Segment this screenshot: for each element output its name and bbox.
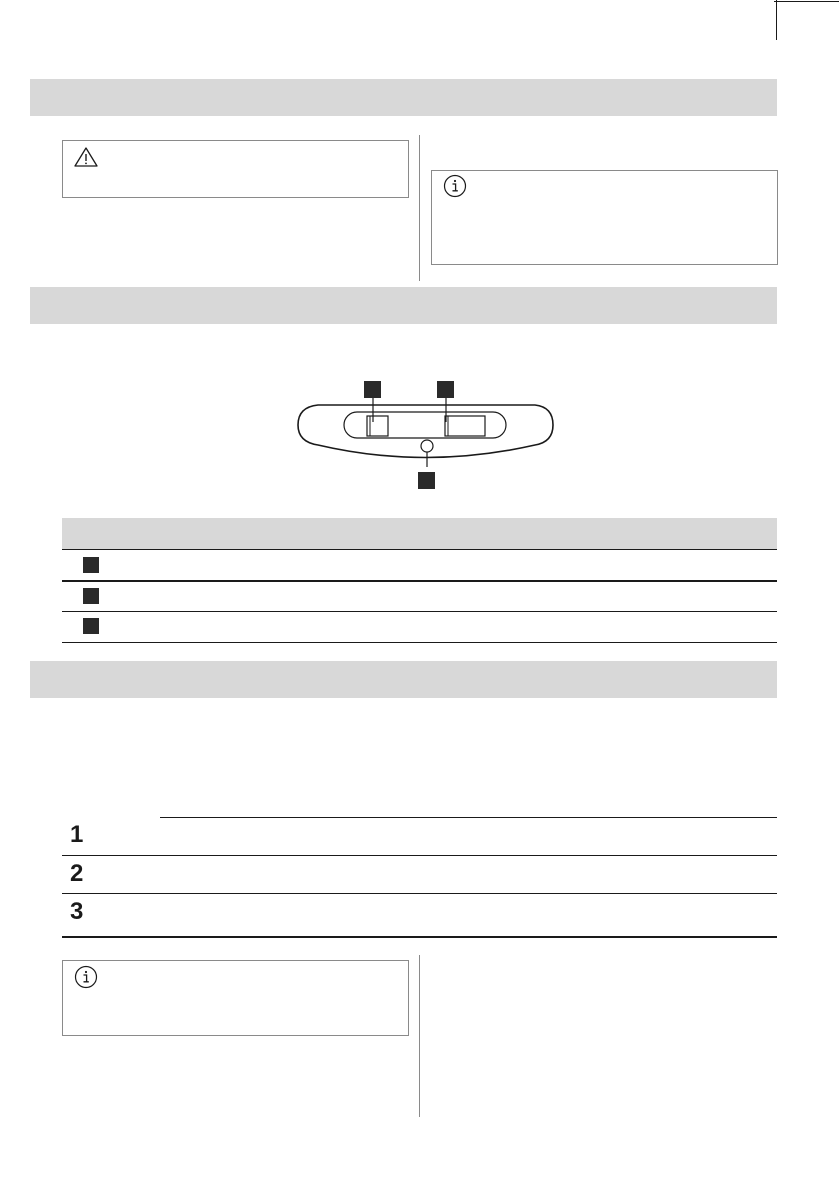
section-header-bar-2 bbox=[30, 287, 777, 324]
steps-table-rule-bottom bbox=[62, 936, 777, 938]
steps-table-rule-1 bbox=[62, 855, 777, 856]
warning-triangle-icon bbox=[73, 146, 99, 168]
legend-row-marker-2 bbox=[83, 588, 99, 604]
column-divider-bottom bbox=[419, 955, 420, 1117]
column-divider-top bbox=[419, 135, 420, 281]
steps-table-rule-top bbox=[160, 817, 777, 818]
crop-mark-horizontal bbox=[774, 1, 839, 2]
steps-table-rule-2 bbox=[62, 893, 777, 894]
step-number-1: 1 bbox=[70, 821, 84, 848]
info-circle-icon bbox=[73, 964, 99, 990]
legend-table-header bbox=[62, 518, 777, 549]
callout-marker-1 bbox=[364, 381, 381, 398]
section-header-bar-1 bbox=[30, 79, 777, 116]
legend-row-marker-3 bbox=[83, 618, 99, 634]
callout-marker-2 bbox=[437, 381, 454, 398]
legend-table-rule-1 bbox=[62, 549, 777, 550]
info-notice-box-bottom bbox=[62, 960, 409, 1036]
section-header-bar-3 bbox=[30, 661, 777, 698]
legend-row-marker-1 bbox=[83, 557, 99, 573]
step-number-2: 2 bbox=[70, 860, 84, 887]
callout-marker-3 bbox=[418, 472, 435, 489]
info-circle-icon bbox=[442, 173, 468, 199]
legend-table-rule-3 bbox=[62, 611, 777, 612]
step-number-3: 3 bbox=[70, 898, 84, 925]
info-notice-box-right bbox=[431, 170, 778, 265]
legend-table-rule-2 bbox=[62, 580, 777, 582]
legend-table-rule-4 bbox=[62, 642, 777, 643]
crop-mark-vertical bbox=[776, 0, 777, 40]
warning-notice-box bbox=[62, 140, 409, 198]
